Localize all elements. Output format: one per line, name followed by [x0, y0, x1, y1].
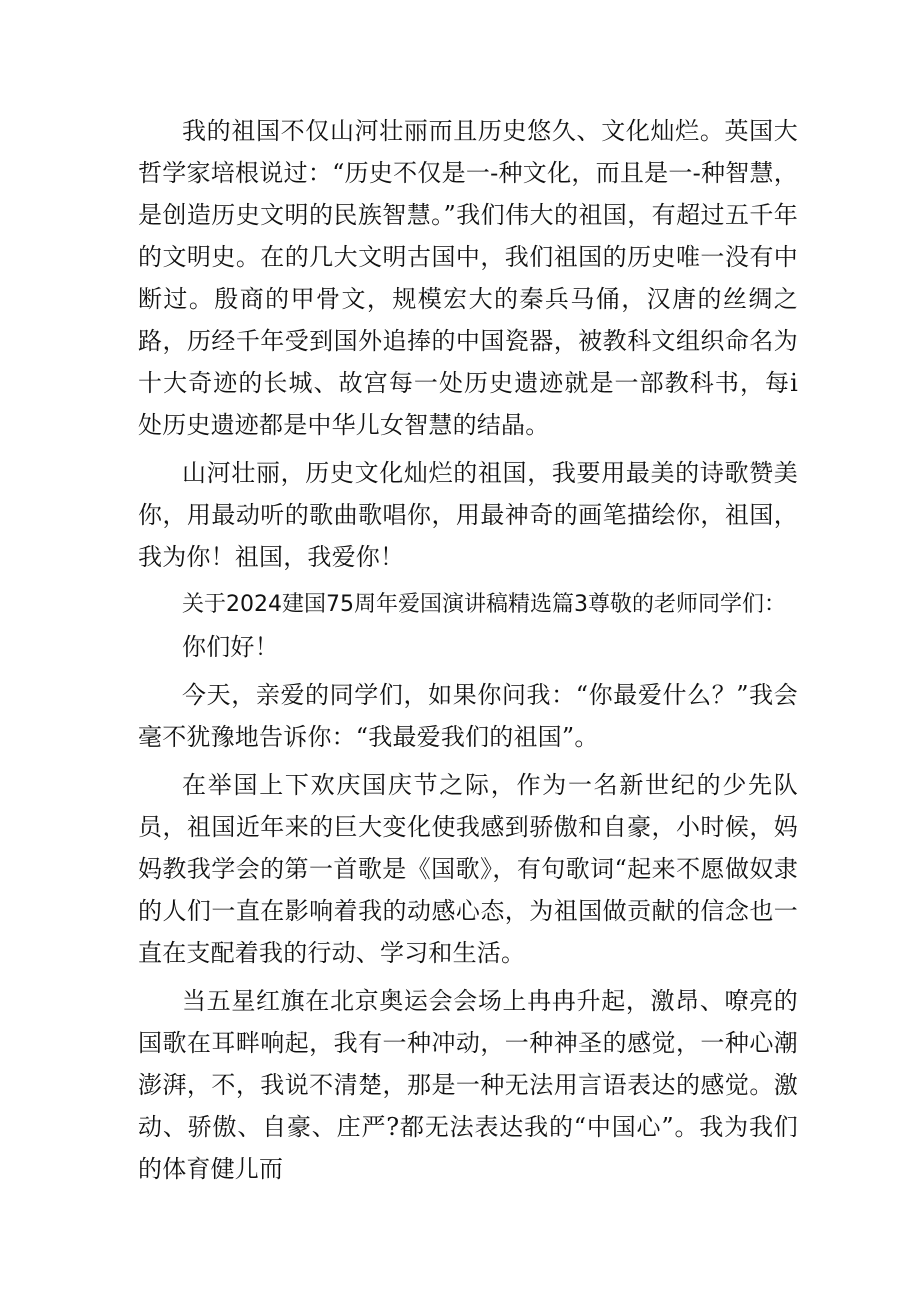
paragraph-olympics: 当五星红旗在北京奥运会会场上冉冉升起，激昂、嘹亮的国歌在耳畔响起，我有一种冲动，一种神圣的感觉，一种心潮澎湃，不，我说不清楚，那是一种无法用言语表达的感觉。激动、骄傲、自豪、庄严?都无法表达我的“中国心”。我为我们的体育健儿而 [138, 987, 798, 1183]
paragraph-love: 今天，亲爱的同学们，如果你问我：“你最爱什么？”我会毫不犹豫地告诉你：“我最爱我们的祖国”。 [138, 681, 798, 751]
section-heading: 关于2024建国75周年爱国演讲稿精选篇3尊敬的老师同学们： [182, 592, 786, 617]
paragraph-national-day: 在举国上下欢庆国庆节之际，作为一名新世纪的少先队员，祖国近年来的巨大变化使我感到骄傲和自豪，小时候，妈妈教我学会的第一首歌是《国歌》，有句歌词“起来不愿做奴隶的人们一直在影响着我的动感心态，为祖国做贡献的信念也一直在支配着我的行动、学习和生活。 [138, 771, 798, 967]
paragraph-history: 我的祖国不仅山河壮丽而且历史悠久、文化灿烂。英国大哲学家培根说过：“历史不仅是一-种文化，而且是一-种智慧，是创造历史文明的民族智慧。”我们伟大的祖国，有超过五千年的文明史。在的几大文明古国中，我们祖国的历史唯一没有中断过。殷商的甲骨文，规模宏大的秦兵马俑，汉唐的丝绸之路，历经千年受到国外追捧的中国瓷器，被教科文组织命名为十大奇迹的长城、故宫每一处历史遗迹就是一部教科书，每i处历史遗迹都是中华儿女智慧的结晶。 [138, 117, 798, 439]
paragraph-praise: 山河壮丽，历史文化灿烂的祖国，我要用最美的诗歌赞美你，用最动听的歌曲歌唱你，用最神奇的画笔描绘你，祖国，我为你！祖国，我爱你！ [138, 459, 798, 571]
document-body [138, 110, 798, 1190]
paragraph-greeting: 你们好！ [182, 633, 279, 661]
